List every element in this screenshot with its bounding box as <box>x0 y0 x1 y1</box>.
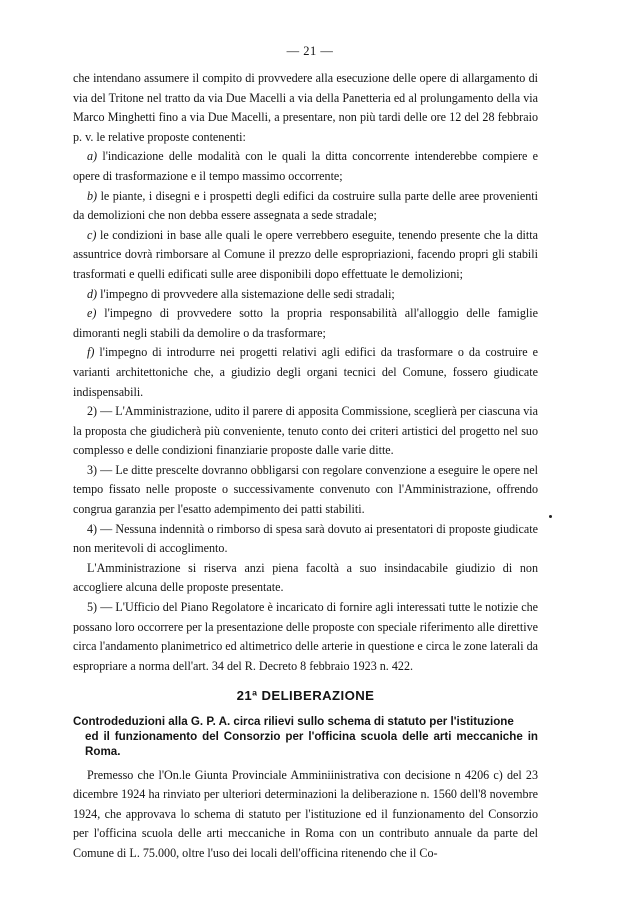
point-2-paragraph: 2) — L'Amministrazione, udito il parere di apposita Commissione, sceglierà per ciascuna via la proposta che giudicherà più conveniente, tenuto conto dei criteri artistici del progetto nel suo complesso e delle condizioni finanziarie proposte dalle varie ditte. <box>73 404 538 458</box>
item-letter: c) <box>87 227 97 242</box>
list-item-f <box>73 343 538 402</box>
item-text: l'indicazione delle modalità con le quali la ditta concorrente intenderebbe compiere e opere di trasformazione e il tempo massimo occorrente; <box>73 149 538 183</box>
list-item-e <box>73 304 538 343</box>
item-text: le condizioni in base alle quali le opere verrebbero eseguite, tenendo presente che la ditta assuntrice dovrà rimborsare al Comune il prezzo delle espropriazioni, facendo propri gli stabili trasformati e quelli edificati sulle aree disponibili dopo effettuate le demolizioni; <box>73 227 538 281</box>
reservation-paragraph: L'Amministrazione si riserva anzi piena facoltà a suo insindacabile giudizio di non accogliere alcuna delle proposte presentate. <box>73 560 538 595</box>
subject-line-1: Controdeduzioni alla G. P. A. circa rilievi sullo schema di statuto per l'istituzione <box>73 715 514 728</box>
list-item-b <box>73 187 538 226</box>
item-letter: f) <box>87 345 95 360</box>
item-text: le piante, i disegni e i prospetti degli edifici da costruire sulla parte delle aree provenienti da demolizioni che non debba essere assegnata a sede stradale; <box>73 188 538 223</box>
point-3-paragraph: 3) — Le ditte prescelte dovranno obbligarsi con regolare convenzione a eseguire le opere nel tempo fissato nelle proposte o successivamente convenuto con l'Amministrazione, offrendo congrua garanzia per l'esatto adempimento dei patti stabiliti. <box>73 462 538 517</box>
item-text: l'impegno di provvedere alla sistemazione delle sedi stradali; <box>100 286 395 301</box>
item-text: l'impegno di provvedere sotto la propria responsabilità all'alloggio delle famiglie dimoranti negli stabili da demolire o da trasformare; <box>73 306 538 340</box>
item-text: l'impegno di introdurre nei progetti relativi agli edifici da trasformare o da costruire e varianti architettoniche che, a giudizio degli organi tecnici del Comune, fossero giudicate indispensabili. <box>73 345 538 399</box>
scan-dot-mark <box>549 515 552 518</box>
list-item-d <box>73 285 538 305</box>
item-letter: d) <box>87 286 98 301</box>
point-5-paragraph: 5) — L'Ufficio del Piano Regolatore è incaricato di fornire agli interessati tutte le notizie che possano loro occorrere per la presentazione delle proposte con speciale riferimento alle direttive circa l'andamento planimetrico ed altimetrico delle arterie in questione e circa le zone laterali da espropriare a norma dell'art. 34 del R. Decreto 8 febbraio 1923 n. 422. <box>73 600 538 673</box>
point-4-paragraph: 4) — Nessuna indennità o rimborso di spesa sarà dovuto ai presentatori di proposte giudicate non meritevoli di accoglimento. <box>73 521 538 556</box>
document-body <box>73 69 538 864</box>
continuation-paragraph: che intendano assumere il compito di provvedere alla esecuzione delle opere di allargamento di via del Tritone nel tratto da via Due Macelli a via della Panetteria ed al prolungamento della via Marco Minghetti fino a via Due Macelli, a presentare, non più tardi delle ore 12 del 28 febbraio p. v. le relative proposte contenenti: <box>73 71 538 144</box>
item-letter: a) <box>87 149 98 164</box>
page-number: — 21 — <box>286 44 334 58</box>
deliberation-heading: 21ª DELIBERAZIONE <box>236 688 375 704</box>
item-letter: e) <box>87 306 97 321</box>
item-letter: b) <box>87 188 98 203</box>
subject-line-2: ed il funzionamento del Consorzio per l'officina scuola delle arti meccaniche in Roma. <box>85 730 538 759</box>
deliberation-body-paragraph: Premesso che l'On.le Giunta Provinciale Amminiinistrativa con decisione n 4206 c) del 23 dicembre 1924 ha rinviato per ulteriori determinazioni la deliberazione n. 1560 dell'8 novembre 1924, che approvava lo schema di statuto per l'istituzione ed il funzionamento del Consorzio per l'officina scuola delle arti meccaniche in Roma con un contributo annuale da parte del Comune di L. 75.000, oltre l'uso dei locali dell'officina ritenendo che il Co- <box>73 767 538 860</box>
deliberation-subject <box>73 714 538 760</box>
list-item-c <box>73 226 538 285</box>
list-item-a <box>73 147 538 186</box>
